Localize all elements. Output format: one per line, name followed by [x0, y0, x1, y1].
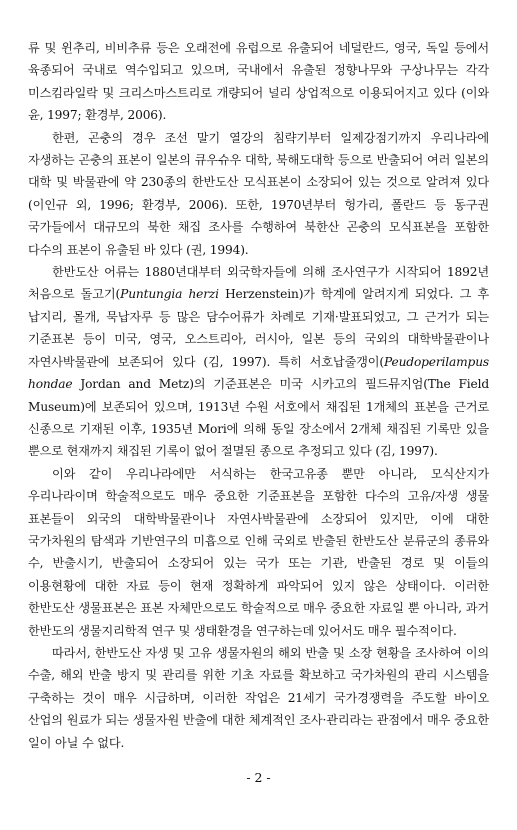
text-run: 한편, 곤충의 경우 조선 말기 열강의 침략기부터 일제강점기까지 우리나라에 자생하는 곤충의 표본이 일본의 큐우슈우 대학, 북해도대학 등으로 반출되어 여러 일본의 대학 및 박물관에 약 230종의 한반도산 모식표본이 소장되어 있는 것으로 알려져 있다 (이인규 외, 1996; 환경부, 2006). 또한, 1970년부터 헝가리, 폴란드 등 동구권 국가들에서 대규모의 북한 채집 조사를 수행하여 북한산 곤충의 모식표본을 포함한 다수의 표본이 유출된 바 있다 (권, 1994).: [28, 130, 489, 257]
paragraph-1: [28, 37, 489, 127]
scientific-name: Puntungia herzi: [120, 287, 219, 302]
page-number: - 2 -: [246, 770, 271, 785]
text-run: 한반도산 어류는 1880년대부터 외국학자들에 의해 조사연구가 시작되어 1892년 처음으로 돌고기(: [28, 265, 489, 302]
scientific-name: Peudoperilampus hondae: [28, 354, 489, 392]
text-run: 이와 같이 우리나라에만 서식하는 한국고유종 뿐만 아니라, 모식산지가 우리나라이며 학술적으로도 매우 중요한 기준표본을 포함한 다수의 고유/자생 생물 표본들이 외국의 대학박물관이나 자연사박물관에 소장되어 있지만, 이에 대한 국가차원의 탐색과 기반연구의 미흡으로 인해 국외로 반출된 한반도산 분류군의 종류와 수, 반출시기, 반출되어 소장되어 있는 국가 또는 기관, 반출된 경로 및 이들의 이용현황에 대한 자료 등이 현재 정확하게 파악되어 있지 않은 상태이다. 이러한 한반도산 생물표본은 표본 자체만으로도 학술적으로 매우 중요한 자료일 뿐 아니라, 과거 한반도의 생물지리학적 연구 및 생태환경을 연구하는데 있어서도 매우 필수적이다.: [28, 466, 489, 638]
text-run: 류 및 윈추리, 비비추류 등은 오래전에 유럽으로 유출되어 네덜란드, 영국, 독일 등에서 육종되어 국내로 역수입되고 있으며, 국내에서 유출된 정향나무와 구상나무는 각각 미스킴라일락 및 크리스마스트리로 개량되어 널리 상업적으로 이용되어지고 있다 (이와 윤, 1997; 환경부, 2006).: [28, 41, 489, 123]
paragraph-2: [28, 127, 489, 261]
paragraph-5: [28, 642, 489, 754]
text-run: Jordan and Metz)의 기준표본은 미국 시카고의 필드뮤지엄(The Field Museum)에 보존되어 있으며, 1913년 수원 서호에서 채집된 1개체의 표본을 근거로 신종으로 기재된 이후, 1935년 Mori에 의해 동일 장소에서 2개체 채집된 기록만 있을 뿐으로 현재까지 채집된 기록이 없어 절멸된 종으로 추정되고 있다 (김, 1997).: [28, 377, 489, 459]
paragraph-3: [28, 261, 489, 463]
body-text: [28, 37, 489, 754]
text-run: Herzenstein)가 학계에 알려지게 되었다. 그 후 납지리, 몰개, 묵납자루 등 많은 담수어류가 차례로 기재·발표되었고, 그 근거가 되는 기준표본 등이 미국, 영국, 오스트리아, 러시아, 일본 등의 국외의 대학박물관이나 자연사박물관에 보존되어 있다 (김, 1997). 특히 서호납줄갱이(: [28, 287, 489, 369]
paragraph-4: [28, 463, 489, 642]
text-run: 따라서, 한반도산 자생 및 고유 생물자원의 해외 반출 및 소장 현황을 조사하여 이의 수출, 해외 반출 방지 및 관리를 위한 기초 자료를 확보하고 국가차원의 관리 시스템을 구축하는 것이 매우 시급하며, 이러한 작업은 21세기 국가경쟁력을 주도할 바이오 산업의 원료가 되는 생물자원 반출에 대한 체계적인 조사·관리라는 관점에서 매우 중요한 일이 아닐 수 없다.: [28, 645, 489, 750]
